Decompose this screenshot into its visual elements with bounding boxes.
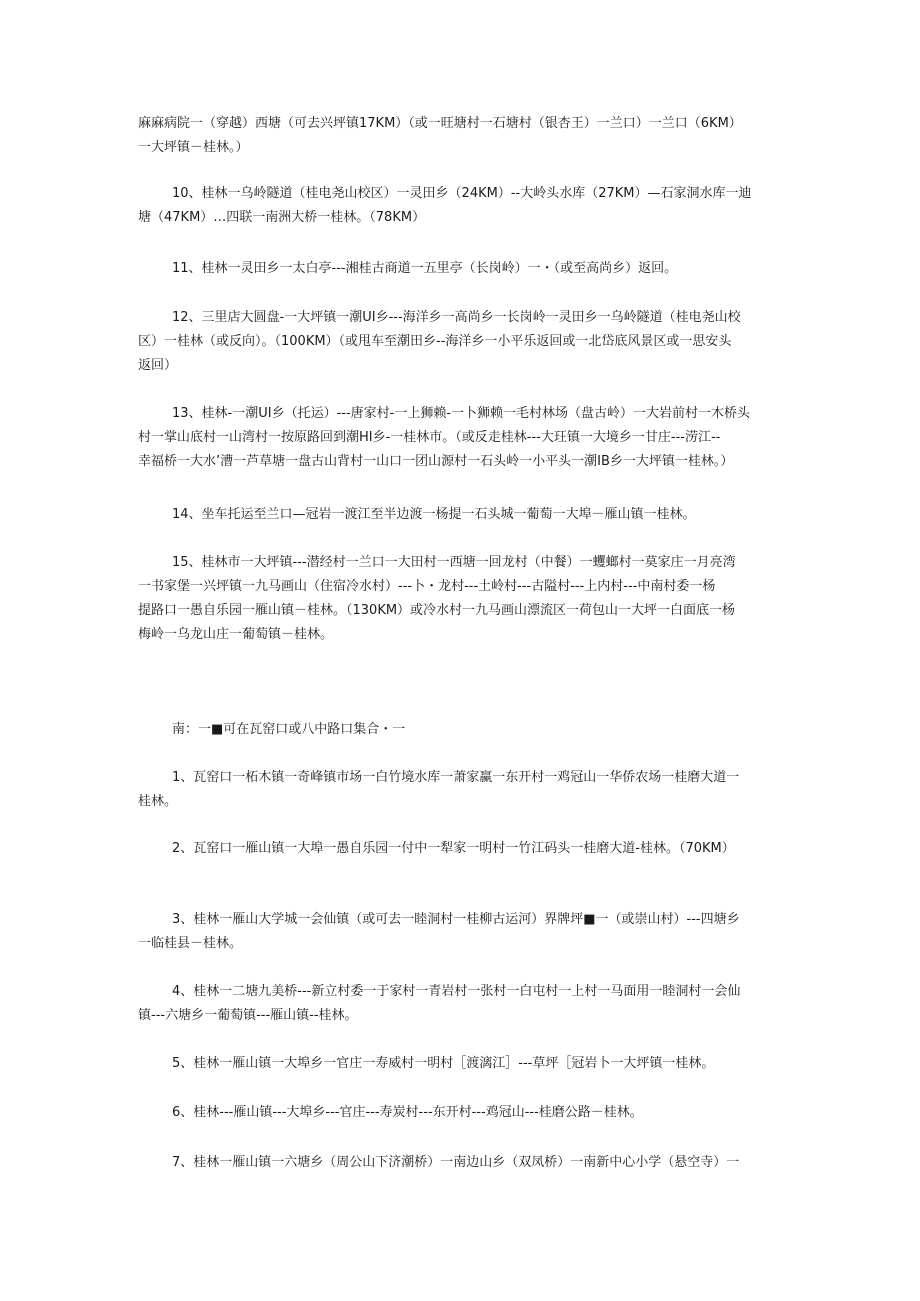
paragraph-route-14 xyxy=(138,503,790,527)
text-line: 南：一■可在瓦窑口或八中路口集合・一 xyxy=(172,722,406,737)
text-line: 一临桂县－桂林。 xyxy=(138,936,243,951)
paragraph-route-13 xyxy=(138,402,790,474)
paragraph-south-route-4 xyxy=(138,980,790,1028)
paragraph-route-15 xyxy=(138,551,790,647)
text-line: 14、坐车托运至兰口—冠岩一渡江至半边渡一杨提一石头城一葡萄一大埠－雁山镇一桂林。 xyxy=(172,507,696,522)
section-heading-south xyxy=(138,718,790,742)
paragraph-route-11 xyxy=(138,257,790,281)
text-line: 5、桂林一雁山镇一大埠乡一官庄一寿威村一明村［渡漓江］---草坪［冠岩卜一大坪镇一桂林。 xyxy=(172,1056,715,1071)
text-line: 11、桂林一灵田乡一太白亭---湘桂古商道一五里亭（长岗岭）一・（或至高尚乡）返回。 xyxy=(172,261,678,276)
text-line: 村一掌山底村一山湾村一按原路回到潮HI乡-一桂林市。（或反走桂林---大玨镇一大境乡一甘庄---涝江-- xyxy=(138,430,721,445)
text-line: 6、桂林---雁山镇---大埠乡---官庄---寿炭村---东开村---鸡冠山---桂磨公路－桂林。 xyxy=(172,1105,643,1120)
paragraph-south-route-7 xyxy=(138,1151,790,1175)
text-line: 桂林。 xyxy=(138,794,178,809)
paragraph-south-route-2 xyxy=(138,837,790,861)
text-line: 麻麻病院一（穿越）西塘（可去兴坪镇17KM）（或一旺塘村一石塘村（银杏王）一兰口）一兰口（6KM） xyxy=(138,116,742,131)
text-line: 2、瓦窑口一雁山镇一大埠一愚自乐园一付中一犁家一明村一竹江码头一桂磨大道-桂林。（70KM） xyxy=(172,841,735,856)
text-line: 15、桂林市一大坪镇---潜经村一兰口一大田村一西塘一回龙村（中餐）一蠼螂村一莫家庄一月亮湾 xyxy=(172,555,736,570)
paragraph-south-route-5 xyxy=(138,1052,790,1076)
text-line: 10、桂林一乌岭隧道（桂电尧山校区）一灵田乡（24KM）--大岭头水库（27KM）—石家洞水库一迪 xyxy=(172,186,752,201)
text-line: 12、三里店大圆盘-一大坪镇一潮UI乡---海洋乡一高尚乡一长岗岭一灵田乡一乌岭隧道（桂电尧山校 xyxy=(172,310,741,325)
text-line: 区）一桂林（或反向）。（100KM）（或甩车至潮田乡--海洋乡一小平乐返回或一北岱底风景区或一思安头 xyxy=(138,334,732,349)
text-line: 提路口一愚自乐园一雁山镇－桂林。（130KM）或冷水村一九马画山漂流区一荷包山一大坪一白面底一杨 xyxy=(138,603,736,618)
paragraph-south-route-6 xyxy=(138,1101,790,1125)
paragraph-south-route-1 xyxy=(138,766,790,814)
text-line: 返回） xyxy=(138,358,178,373)
paragraph-route-10 xyxy=(138,182,790,230)
text-line: 7、桂林一雁山镇一六塘乡（周公山下济潮桥）一南边山乡（双凤桥）一南新中心小学（悬空寺）一 xyxy=(172,1155,740,1170)
text-line: 13、桂林-一潮UI乡（托运）---唐家村-一上狮赖-一卜狮赖一毛村林场（盘古岭）一大岩前村一木桥头 xyxy=(172,406,751,421)
text-line: 梅岭一乌龙山庄一葡萄镇－桂林。 xyxy=(138,627,334,642)
paragraph-south-route-3 xyxy=(138,908,790,956)
text-line: 塘（47KM）…四联一南洲大桥一桂林。（78KM） xyxy=(138,210,426,225)
text-line: 1、瓦窑口一柘木镇一奇峰镇市场一白竹境水库一萧家赢一东开村一鸡冠山一华侨农场一桂磨大道一 xyxy=(172,770,740,785)
text-line: 镇---六塘乡一葡萄镇---雁山镇--桂林。 xyxy=(138,1008,358,1023)
text-line: 4、桂林一二塘九美桥---新立村委一于家村一青岩村一张村一白屯村一上村一马面用一睦洞村一会仙 xyxy=(172,984,741,999)
paragraph-route-12 xyxy=(138,306,790,378)
paragraph-route-9-tail xyxy=(138,112,790,160)
text-line: 3、桂林一雁山大学城一会仙镇（或可去一睦洞村一桂柳古运河）界牌坪■一（或崇山村）---四塘乡 xyxy=(172,912,740,927)
text-line: 一大坪镇－桂林。） xyxy=(138,140,249,155)
text-line: 一书家堡一兴坪镇一九马画山（住宿冷水村）---卜・龙村---土岭村---古隘村---上内村---中南村委一杨 xyxy=(138,579,716,594)
text-line: 幸福桥一大水’漕一芦草塘一盘古山背村一山口一团山源村一石头岭一小平头一潮IB乡一大坪镇一桂林。） xyxy=(138,454,734,469)
